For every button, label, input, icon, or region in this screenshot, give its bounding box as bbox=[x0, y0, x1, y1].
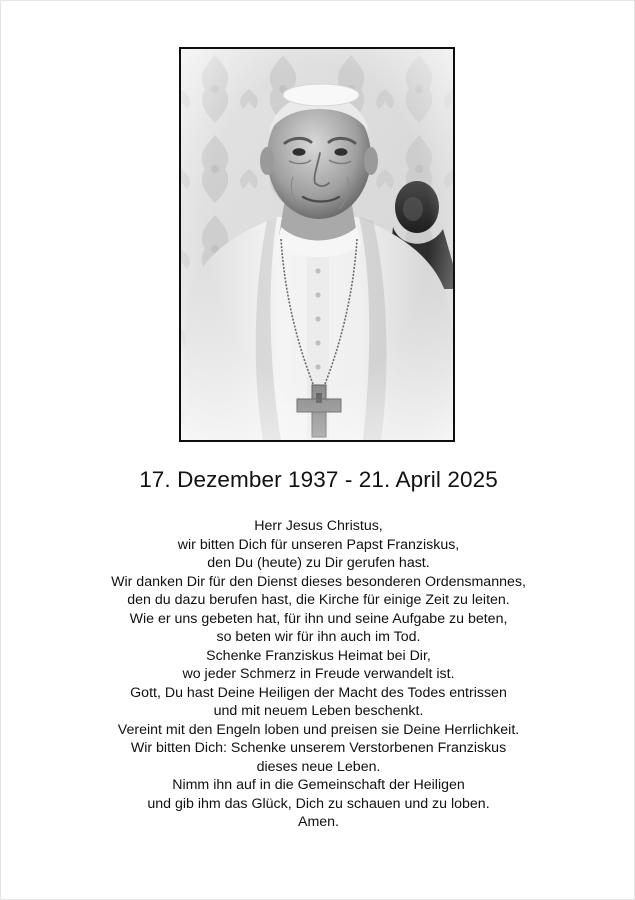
prayer-line: Herr Jesus Christus, bbox=[254, 518, 383, 534]
prayer-line: dieses neue Leben. bbox=[256, 758, 381, 775]
prayer-line: Vereint mit den Engeln loben und preisen sie Deine Herrlichkeit. bbox=[117, 721, 520, 738]
prayer-line: Schenke Franziskus Heimat bei Dir, bbox=[206, 647, 431, 664]
portrait-frame bbox=[179, 47, 455, 442]
prayer-line: den Du (heute) zu Dir gerufen hast. bbox=[207, 555, 430, 571]
prayer-line: Wir bitten Dich: Schenke unserem Verstorbenen Franziskus bbox=[130, 740, 507, 756]
prayer-line: Amen. bbox=[297, 814, 339, 830]
portrait-photo-icon bbox=[181, 49, 453, 440]
prayer-text bbox=[1, 517, 635, 832]
life-dates: 17. Dezember 1937 - 21. April 2025 bbox=[139, 467, 498, 492]
prayer-line: so beten wir für ihn auch im Tod. bbox=[216, 629, 421, 645]
prayer-line: den du dazu berufen hast, die Kirche für einige Zeit zu leiten. bbox=[127, 592, 510, 608]
prayer-line: Nimm ihn auf in die Gemeinschaft der Heiligen bbox=[172, 777, 465, 793]
prayer-line: wo jeder Schmerz in Freude verwandelt ist. bbox=[182, 666, 455, 682]
prayer-line: Gott, Du hast Deine Heiligen der Macht des Todes entrissen bbox=[130, 684, 507, 701]
prayer-line: wir bitten Dich für unseren Papst Franziskus, bbox=[177, 536, 460, 553]
prayer-line: und gib ihm das Glück, Dich zu schauen und zu loben. bbox=[147, 795, 490, 812]
prayer-line: und mit neuem Leben beschenkt. bbox=[213, 703, 424, 719]
prayer-line: Wir danken Dir für den Dienst dieses besonderen Ordensmannes, bbox=[111, 573, 526, 590]
prayer-line: Wie er uns gebeten hat, für ihn und seine Aufgabe zu beten, bbox=[129, 610, 508, 627]
